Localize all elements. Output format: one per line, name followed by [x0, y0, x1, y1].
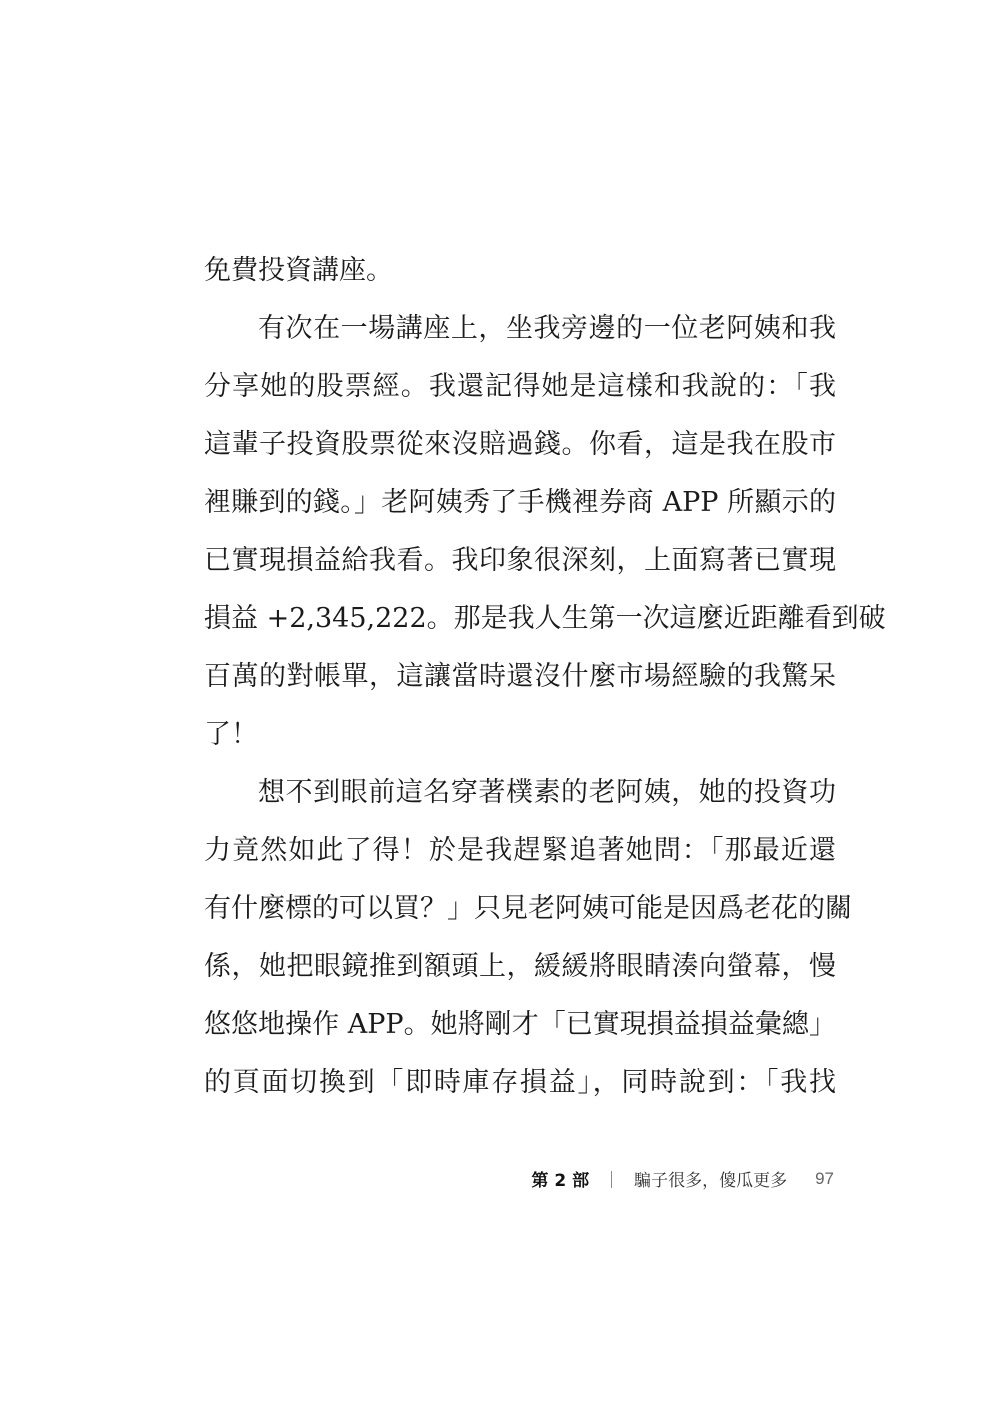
text-line: 了！: [204, 719, 258, 750]
text-line: 想不到眼前這名穿著樸素的老阿姨，她的投資功: [258, 777, 836, 808]
text-line: 已實現損益給我看。我印象很深刻，上面寫著已實現: [204, 545, 836, 576]
text-line: 係，她把眼鏡推到額頭上，緩緩將眼睛湊向螢幕，慢: [204, 951, 836, 982]
page-body: [204, 248, 886, 1118]
text-line: 有什麼標的可以買？」只見老阿姨可能是因爲老花的關: [204, 893, 852, 924]
text-line: 的頁面切換到「即時庫存損益」，同時說到：「我找: [204, 1067, 836, 1098]
footer-chapter-title: 騙子很多，傻瓜更多: [634, 1171, 788, 1191]
text-line: 免費投資講座。: [204, 255, 393, 286]
text-line: 損益 +2,345,222。那是我人生第一次這麼近距離看到破: [204, 603, 886, 634]
text-line: 力竟然如此了得！於是我趕緊追著她問：「那最近還: [204, 835, 836, 866]
page-footer: [531, 1166, 834, 1191]
footer-separator: ｜: [603, 1171, 621, 1191]
text-line: 百萬的對帳單，這讓當時還沒什麼市場經驗的我驚呆: [204, 661, 836, 692]
footer-part-label: 第 2 部: [531, 1171, 590, 1191]
text-line: 分享她的股票經。我還記得她是這樣和我說的：「我: [204, 371, 836, 402]
text-line: 裡賺到的錢。」老阿姨秀了手機裡券商 APP 所顯示的: [204, 487, 836, 518]
page-number: 97: [815, 1168, 834, 1188]
text-line: 有次在一場講座上，坐我旁邊的一位老阿姨和我: [258, 313, 836, 344]
text-line: 悠悠地操作 APP。她將剛才「已實現損益損益彙總」: [204, 1009, 836, 1040]
text-line: 這輩子投資股票從來沒賠過錢。你看，這是我在股市: [204, 429, 836, 460]
